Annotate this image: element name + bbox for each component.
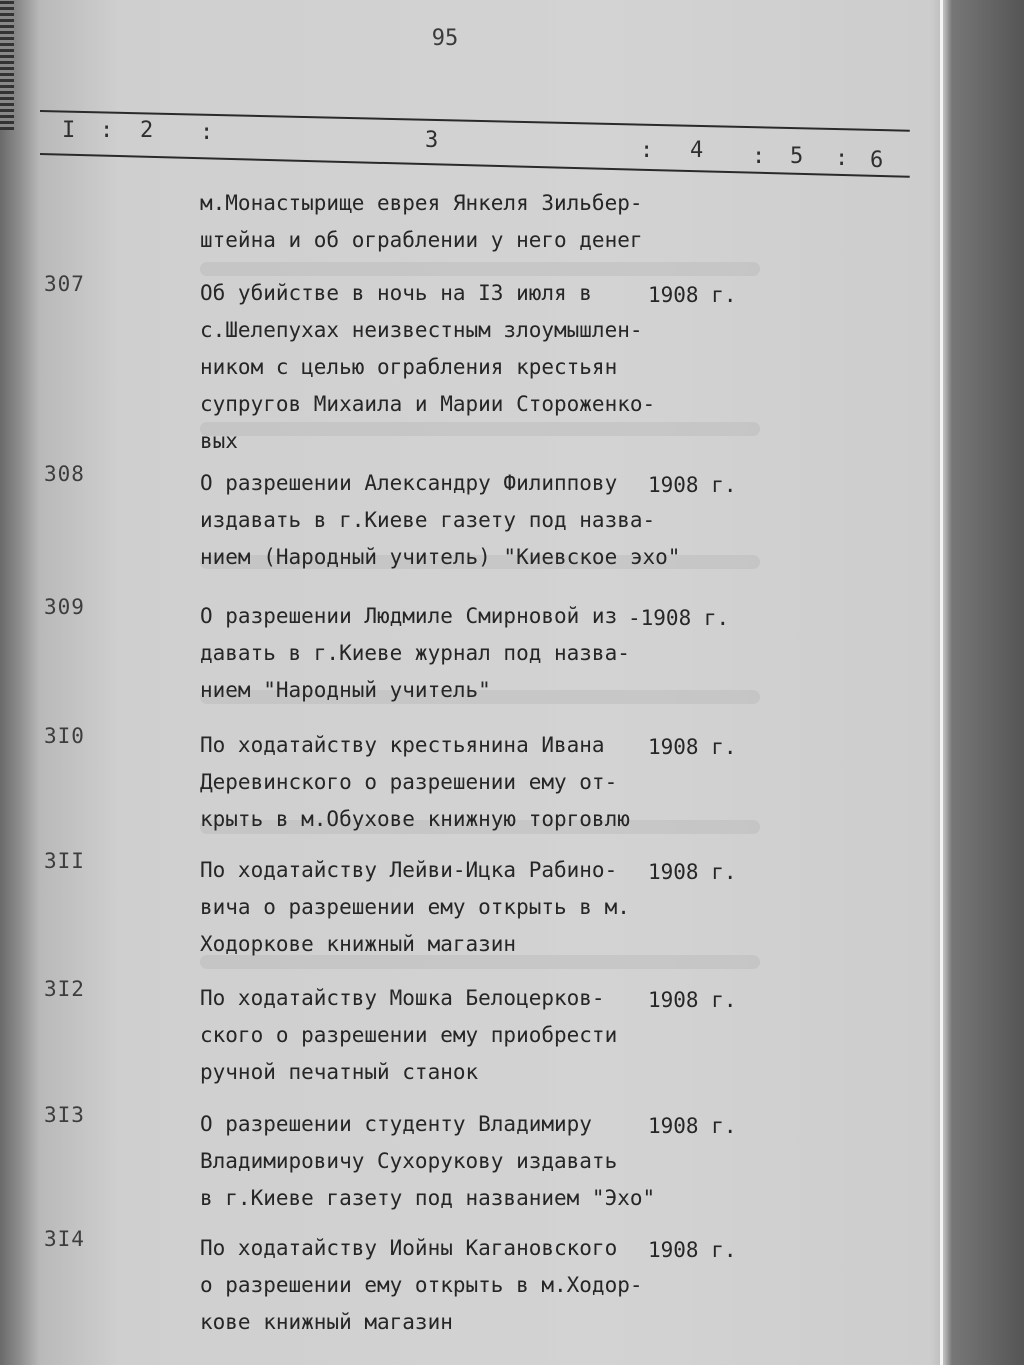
column-separator: : [200, 120, 214, 145]
column-header: 4 [690, 138, 704, 163]
entry-line: вича о разрешении ему открыть в м. [200, 895, 630, 919]
entry-date: 1908 г. [648, 735, 737, 759]
entry-text [200, 1230, 643, 1341]
entry-number: 309 [44, 595, 85, 619]
entry-line: ручной печатный станок [200, 1060, 479, 1084]
page-edge [940, 0, 943, 1365]
column-header: 2 [140, 118, 154, 143]
entry-line: издавать в г.Киеве газету под назва- [200, 508, 656, 532]
entry-line: Ходоркове книжный магазин [200, 932, 517, 956]
entry-date: 1908 г. [648, 473, 737, 497]
entry-line: нием (Народный учитель) "Киевское эхо" [200, 545, 681, 569]
entry-text [200, 1106, 655, 1217]
column-header: 3 [425, 128, 439, 153]
column-header: I [62, 118, 76, 143]
entry-date: 1908 г. [648, 988, 737, 1012]
entry-date: 1908 г. [648, 1238, 737, 1262]
entry-text [200, 852, 630, 963]
entry-line: с.Шелепухах неизвестным злоумышлен- [200, 318, 643, 342]
book-binding [0, 0, 14, 130]
entry-line: в г.Киеве газету под названием "Эхо" [200, 1186, 656, 1210]
entry-line: вых [200, 429, 238, 453]
entry-date: -1908 г. [628, 606, 730, 630]
entry-line: ником с целью ограбления крестьян [200, 355, 618, 379]
entry-line: Владимировичу Сухорукову издавать [200, 1149, 618, 1173]
entry-line: По ходатайству Мошка Белоцерков- [200, 986, 605, 1010]
column-separator: : [835, 146, 849, 171]
entry-line: По ходатайству крестьянина Ивана [200, 733, 605, 757]
entry-line: кове книжный магазин [200, 1310, 453, 1334]
column-separator: : [640, 138, 654, 163]
entry-number: 3I3 [44, 1103, 85, 1127]
column-separator: : [100, 118, 114, 143]
entry-text [200, 980, 617, 1091]
show-through [200, 262, 760, 276]
entry-number: 3I4 [44, 1227, 85, 1251]
entry-number: 308 [44, 462, 85, 486]
entry-line: О разрешении студенту Владимиру [200, 1112, 592, 1136]
entry-date: 1908 г. [648, 1114, 737, 1138]
entry-date: 1908 г. [648, 860, 737, 884]
entry-line: Деревинского о разрешении ему от- [200, 770, 618, 794]
entry-line: По ходатайству Лейви-Ицка Рабино- [200, 858, 618, 882]
entry-text [200, 275, 655, 460]
entry-number: 3I2 [44, 977, 85, 1001]
entry-line: о разрешении ему открыть в м.Ходор- [200, 1273, 643, 1297]
column-separator: : [752, 144, 766, 169]
entry-line: О разрешении Александру Филиппову [200, 471, 618, 495]
entry-number: 3II [44, 849, 85, 873]
entry-number: 307 [44, 272, 85, 296]
entry-line: О разрешении Людмиле Смирновой из [200, 604, 618, 628]
entry-date: 1908 г. [648, 283, 737, 307]
entry-line: По ходатайству Иойны Кагановского [200, 1236, 618, 1260]
entry-text [200, 598, 630, 709]
entry-line: м.Монастырище еврея Янкеля Зильбер- [200, 191, 643, 215]
page-number: 95 [431, 26, 459, 51]
column-header: 5 [790, 144, 804, 169]
entry-line: крыть в м.Обухове книжную торговлю [200, 807, 630, 831]
entry-text [200, 727, 630, 838]
entry-line: ского о разрешении ему приобрести [200, 1023, 618, 1047]
entry-text [200, 465, 680, 576]
entry-line: Об убийстве в ночь на I3 июля в [200, 281, 592, 305]
entry-line: нием "Народный учитель" [200, 678, 491, 702]
entry-line: супругов Михаила и Марии Стороженко- [200, 392, 656, 416]
entry-number: 3I0 [44, 724, 85, 748]
entry-line: давать в г.Киеве журнал под назва- [200, 641, 630, 665]
entry-text [200, 185, 643, 259]
entry-line: штейна и об ограблении у него денег [200, 228, 643, 252]
column-header: 6 [870, 148, 884, 173]
